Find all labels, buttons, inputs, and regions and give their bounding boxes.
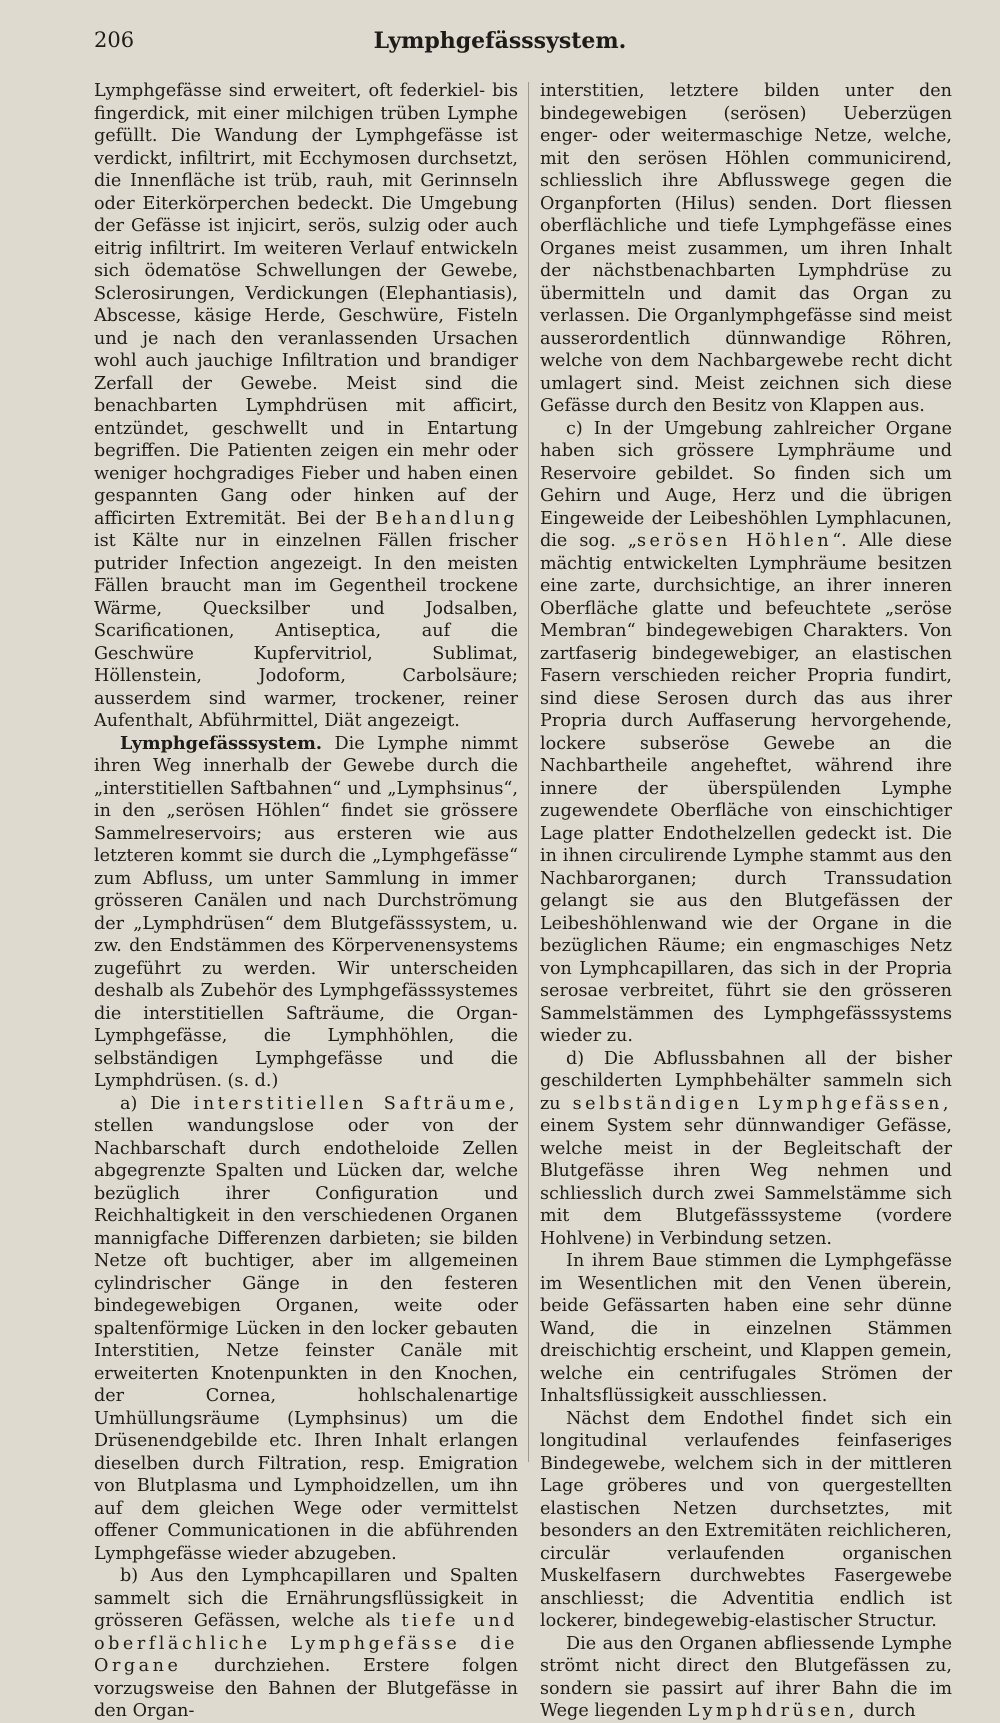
right-column	[540, 80, 952, 1721]
paragraph-a-safträume: a) Die interstitiellen Safträume, stellen wandungslose oder von der Nachbarschaft durch endotheloide Zellen abgegrenzte Spalten und Lücken dar, welche bezüglich ihrer Configuration und Reichhaltigkeit in den verschiedenen Organen mannigfache Differenzen darbieten; sie bilden Netze oft buchtiger, aber im allgemeinen cylindrischer Gänge in den festeren bindegewebigen Organen, weite oder spaltenförmige Lücken in den locker gebauten Interstitien, Netze feinster Canäle mit erweiterten Knotenpunkten in den Knochen, der Cornea, hohlschalenartige Umhüllungsräume (Lymphsinus) um die Drüsenendgebilde etc. Ihren Inhalt erlangen dieselben durch Filtration, resp. Emigration von Blutplasma und Lymphoidzellen, um ihn auf dem gleichen Wege oder vermittelst offener Communicationen in die abführenden Lymphgefässe wieder abzugeben.	[94, 1093, 518, 1564]
emphasis-seroese-hoehlen: serösen Höhlen	[637, 531, 833, 551]
emphasis-lymphdruesen: Lymphdrüsen,	[687, 1701, 858, 1721]
paragraph-b-lymphgefaesse: b) Aus den Lymphcapillaren und Spalten sammelt sich die Ernährungsflüssigkeit in grösseren Gefässen, welche als tiefe und oberflächliche Lymphgefässe die Organe durchziehen. Erstere folgen vorzugsweise den Bahnen der Blutgefässe in den Organ-	[94, 1566, 518, 1721]
left-column	[94, 80, 518, 1721]
paragraph-c-seroese-hoehlen: c) In der Umgebung zahlreicher Organe haben sich grössere Lymphräume und Reservoire gebildet. So finden sich um Gehirn und Auge, Herz und die übrigen Eingeweide der Leibeshöhlen Lymphlacunen, die sog. „serösen Höhlen“. Alle diese mächtig entwickelten Lymphräume besitzen eine zarte, durchsichtige, an ihrer inneren Oberfläche glatte und befeuchtete „seröse Membran“ bindegewebigen Charakters. Von zartfaserig bindegewebiger, an elastischen Fasern verschieden reicher Propria fundirt, sind diese Serosen durch das aus ihrer Propria durch Auffaserung hervorgehende, lockere subseröse Gewebe an die Nachbartheile angeheftet, während ihre innere der überspülenden Lymphe zugewendete Oberfläche von einschichtiger Lage platter Endothelzellen gedeckt ist. Die in ihnen circulirende Lymphe stammt aus den Nachbarorganen; durch Transsudation gelangt sie aus den Blutgefässen der Leibeshöhlenwand wie der Organe in die bezüglichen Räume; ein engmaschiges Netz von Lymphcapillaren, das sich in der Propria serosae verbreitet, führt sie den grösseren Sammelstämmen des Lymphgefässsystems wieder zu.	[540, 418, 952, 1046]
emphasis-behandlung: Behandlung	[375, 508, 518, 529]
column-divider	[528, 82, 529, 1462]
paragraph-d-abflussbahnen: d) Die Abflussbahnen all der bisher geschilderten Lymphbehälter sammeln sich zu selbständigen Lymphgefässen, einem System sehr dünnwandiger Gefässe, welche meist in der Begleitschaft der Blutgefässe ihren Weg nehmen und schliesslich durch zwei Sammelstämme sich mit dem Blutgefässsysteme (vordere Hohlvene) in Verbindung setzen.	[540, 1048, 952, 1249]
paragraph-organ-lymphgefaesse: interstitien, letztere bilden unter den bindegewebigen (serösen) Ueberzügen enger- oder weitermaschige Netze, welche, mit den serösen Höhlen communicirend, schliesslich ihre Abflusswege gegen die Organpforten (Hilus) senden. Dort fliessen oberflächliche und tiefe Lymphgefässe eines Organes meist zusammen, um ihren Inhalt der nächstbenachbarten Lymphdrüse zu übermitteln und damit das Organ zu verlassen. Die Organlymphgefässe sind meist ausserordentlich dünnwandige Röhren, welche von dem Nachbargewebe recht dicht umlagert sind. Meist zeichnen sich diese Gefässe durch den Besitz von Klappen aus.	[540, 81, 952, 416]
running-title: Lymphgefässsystem.	[373, 28, 627, 54]
page-header	[0, 28, 1000, 64]
page-number: 206	[94, 28, 135, 52]
paragraph-lymphgefaesssystem: Lymphgefässsystem. Die Lymphe nimmt ihren Weg innerhalb der Gewebe durch die „interstitiellen Saftbahnen“ und „Lymphsinus“, in den „serösen Höhlen“ findet sie grössere Sammelreservoirs; aus ersteren wie aus letzteren kommt sie durch die „Lymphgefässe“ zum Abfluss, um unter Sammlung in immer grösseren Canälen und nach Durchströmung der „Lymphdrüsen“ dem Blutgefässsystem, u. zw. den Endstämmen des Körpervenensystems zugeführt zu werden. Wir unterscheiden deshalb als Zubehör des Lymphgefässsystemes die interstitiellen Safträume, die Organ-Lymphgefässe, die Lymphhöhlen, die selbständigen Lymphgefässe und die Lymphdrüsen. (s. d.)	[94, 732, 518, 1091]
paragraph-bau: In ihrem Baue stimmen die Lymphgefässe im Wesentlichen mit den Venen überein, beide Gefässarten haben eine sehr dünne Wand, die in einzelnen Stämmen dreischichtig erscheint, und Klappen gemein, welche ein centrifugales Strömen der Inhaltsflüssigkeit ausschliessen.	[540, 1251, 952, 1406]
emphasis-interstitielle-saftraeume: interstitiellen Safträume,	[193, 1093, 518, 1114]
emphasis-tiefe-oberflaechliche: tiefe und oberflächliche Lymphgefässe die Organe	[94, 1611, 518, 1676]
emphasis-selbstaendige-lymphgefaesse: selbständigen Lymphgefässen,	[572, 1093, 952, 1114]
entry-headword: Lymphgefässsystem.	[120, 732, 323, 754]
paragraph-lymphdruesen: Die aus den Organen abfliessende Lymphe strömt nicht direct den Blutgefässen zu, sondern sie passirt auf ihrer Bahn die im Wege liegenden Lymphdrüsen, durch	[540, 1633, 952, 1721]
paragraph-endothel: Nächst dem Endothel findet sich ein longitudinal verlaufendes feinfaseriges Bindegewebe, welchem sich in der mittleren Lage gröberes und von quergestellten elastischen Netzen durchsetztes, mit besonders an den Extremitäten reichlicheren, circulär verlaufenden organischen Muskelfasern durchwebtes Fasergewebe anschliesst; die Adventitia endlich ist lockerer, bindegewebig-elastischer Structur.	[540, 1408, 952, 1631]
paragraph-lymphangitis-continued: Lymphgefässe sind erweitert, oft federkiel- bis fingerdick, mit einer milchigen trüben Lymphe gefüllt. Die Wandung der Lymphgefässe ist verdickt, infiltrirt, mit Ecchymosen durchsetzt, die Innenfläche ist trüb, rauh, mit Gerinnseln oder Eiterkörperchen bedeckt. Die Umgebung der Gefässe ist injicirt, serös, sulzig oder auch eitrig infiltrirt. Im weiteren Verlauf entwickeln sich ödematöse Schwellungen der Gewebe, Sclerosirungen, Verdickungen (Elephantiasis), Abscesse, käsige Herde, Geschwüre, Fisteln und je nach den veranlassenden Ursachen wohl auch jauchige Infiltration und brandiger Zerfall der Gewebe. Meist sind die benachbarten Lymphdrüsen mit afficirt, entzündet, geschwellt und in Entartung begriffen. Die Patienten zeigen ein mehr oder weniger hochgradiges Fieber und haben einen gespannten Gang oder hinken auf der afficirten Extremität. Bei der Behandlung ist Kälte nur in einzelnen Fällen frischer putrider Infection angezeigt. In den meisten Fällen braucht man im Gegentheil trockene Wärme, Quecksilber und Jodsalben, Scarificationen, Antiseptica, auf die Geschwüre Kupfervitriol, Sublimat, Höllenstein, Jodoform, Carbolsäure; ausserdem sind warmer, trockener, reiner Aufenthalt, Abführmittel, Diät angezeigt.	[94, 81, 518, 731]
